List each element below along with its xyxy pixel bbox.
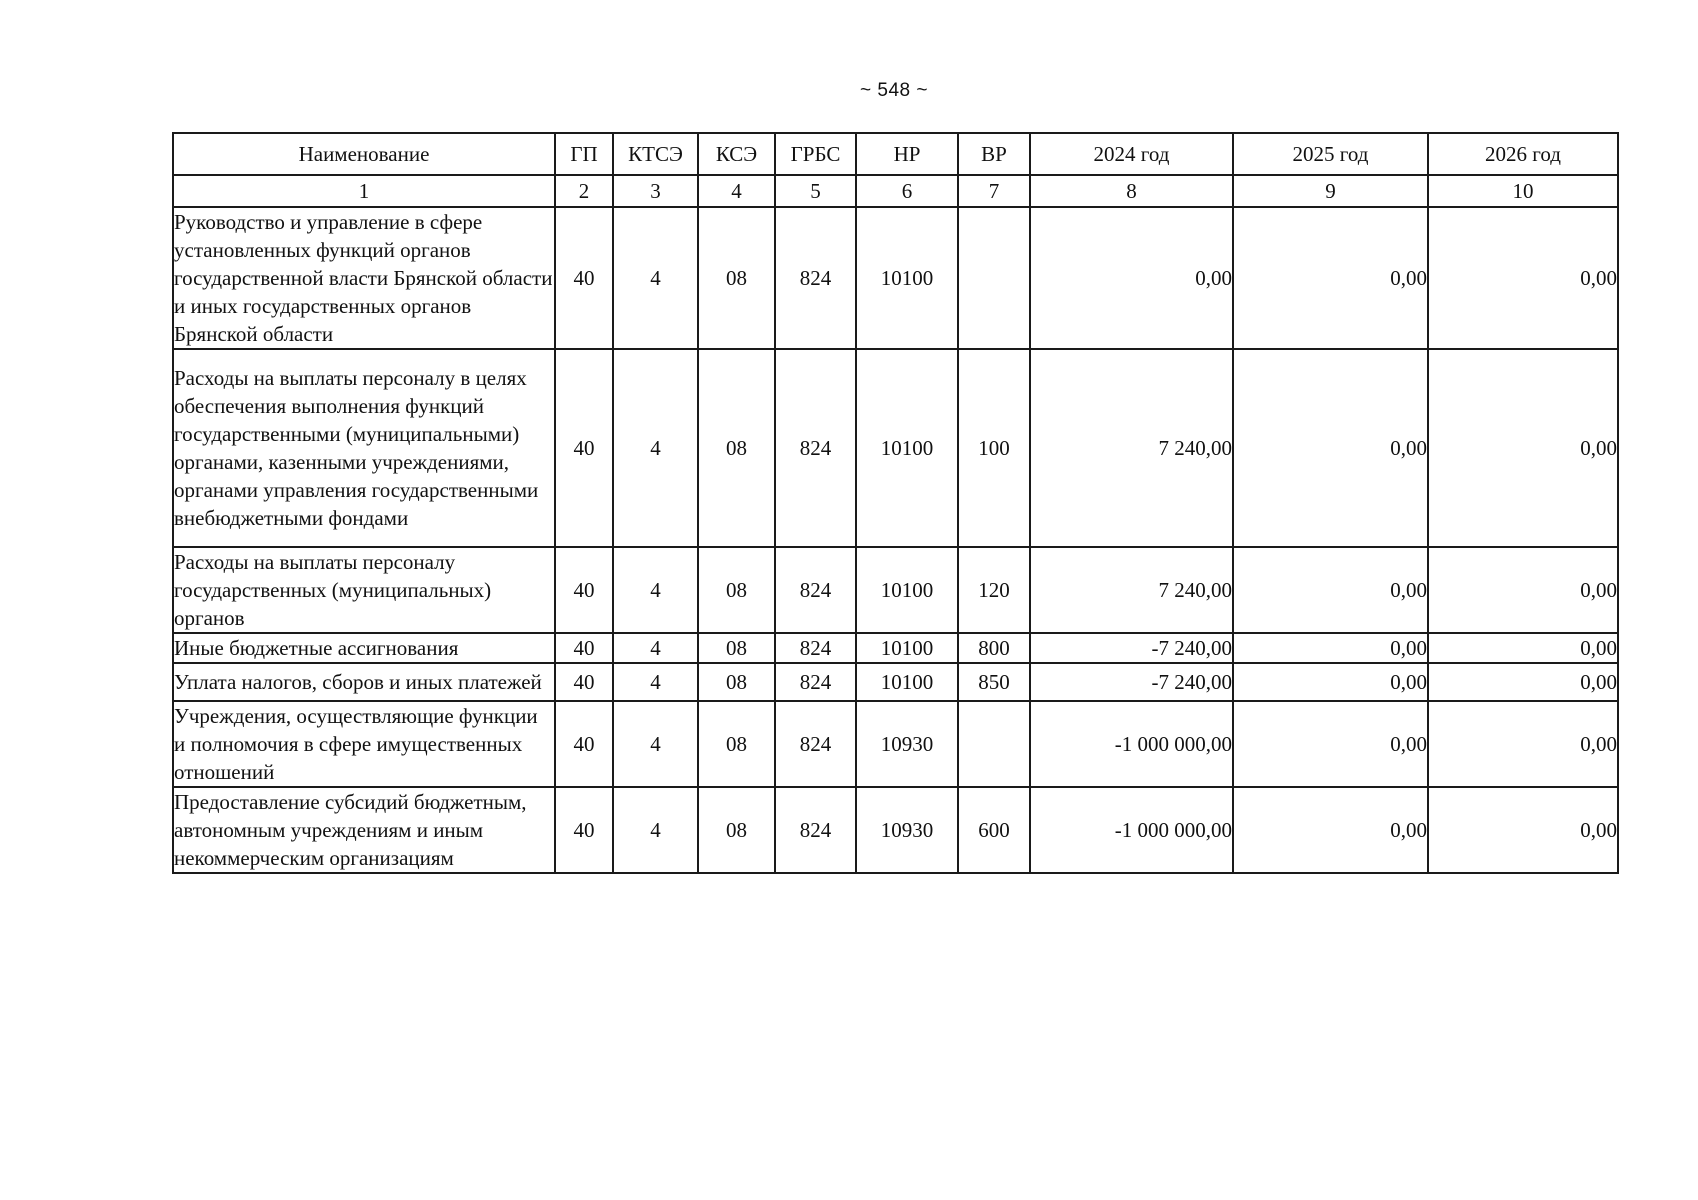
row-ktse: 4 (613, 349, 698, 547)
header-ktse: КТСЭ (613, 133, 698, 175)
row-amount-2025: 0,00 (1233, 547, 1428, 633)
row-amount-2025: 0,00 (1233, 701, 1428, 787)
row-gp: 40 (555, 349, 613, 547)
row-nr: 10100 (856, 547, 958, 633)
header-name: Наименование (173, 133, 555, 175)
budget-table (172, 132, 1619, 874)
row-amount-2024: 7 240,00 (1030, 547, 1233, 633)
table-row (173, 663, 1618, 701)
row-amount-2024: 0,00 (1030, 207, 1233, 349)
row-gp: 40 (555, 701, 613, 787)
row-kse: 08 (698, 349, 775, 547)
row-nr: 10100 (856, 663, 958, 701)
row-grbs: 824 (775, 547, 856, 633)
column-number-row (173, 175, 1618, 207)
header-grbs: ГРБС (775, 133, 856, 175)
row-name: Расходы на выплаты персоналу государственных (муниципальных) органов (173, 547, 555, 633)
table-row (173, 349, 1618, 547)
row-grbs: 824 (775, 701, 856, 787)
table-row (173, 633, 1618, 663)
row-grbs: 824 (775, 663, 856, 701)
column-number: 2 (555, 175, 613, 207)
row-gp: 40 (555, 663, 613, 701)
column-number: 5 (775, 175, 856, 207)
column-number: 3 (613, 175, 698, 207)
column-number: 10 (1428, 175, 1618, 207)
row-amount-2026: 0,00 (1428, 663, 1618, 701)
row-amount-2026: 0,00 (1428, 207, 1618, 349)
column-number: 9 (1233, 175, 1428, 207)
row-amount-2026: 0,00 (1428, 349, 1618, 547)
row-ktse: 4 (613, 787, 698, 873)
row-nr: 10100 (856, 349, 958, 547)
row-amount-2026: 0,00 (1428, 547, 1618, 633)
row-kse: 08 (698, 701, 775, 787)
table-row (173, 701, 1618, 787)
column-number: 7 (958, 175, 1030, 207)
row-kse: 08 (698, 633, 775, 663)
header-2025: 2025 год (1233, 133, 1428, 175)
row-amount-2024: -7 240,00 (1030, 663, 1233, 701)
row-kse: 08 (698, 207, 775, 349)
row-gp: 40 (555, 787, 613, 873)
header-nr: НР (856, 133, 958, 175)
row-gp: 40 (555, 547, 613, 633)
row-ktse: 4 (613, 701, 698, 787)
row-amount-2025: 0,00 (1233, 207, 1428, 349)
row-ktse: 4 (613, 547, 698, 633)
column-number: 4 (698, 175, 775, 207)
column-number: 8 (1030, 175, 1233, 207)
row-amount-2025: 0,00 (1233, 349, 1428, 547)
row-kse: 08 (698, 547, 775, 633)
table-row (173, 547, 1618, 633)
row-name: Учреждения, осуществляющие функции и полномочия в сфере имущественных отношений (173, 701, 555, 787)
row-amount-2024: -1 000 000,00 (1030, 701, 1233, 787)
row-name: Руководство и управление в сфере установленных функций органов государственной власти Брянской области и иных государственных органов Брянской области (173, 207, 555, 349)
header-2026: 2026 год (1428, 133, 1618, 175)
row-vr: 600 (958, 787, 1030, 873)
row-ktse: 4 (613, 207, 698, 349)
row-amount-2025: 0,00 (1233, 663, 1428, 701)
row-grbs: 824 (775, 207, 856, 349)
header-kse: КСЭ (698, 133, 775, 175)
row-kse: 08 (698, 787, 775, 873)
row-ktse: 4 (613, 663, 698, 701)
row-amount-2026: 0,00 (1428, 701, 1618, 787)
row-gp: 40 (555, 207, 613, 349)
row-name: Расходы на выплаты персоналу в целях обеспечения выполнения функций государственными (муниципальными) органами, казенными учреждениями, органами управления государственными внебюджетными фондами (173, 349, 555, 547)
row-vr: 800 (958, 633, 1030, 663)
table-row (173, 207, 1618, 349)
table-row (173, 787, 1618, 873)
row-nr: 10930 (856, 701, 958, 787)
row-vr: 850 (958, 663, 1030, 701)
header-row (173, 133, 1618, 175)
row-amount-2026: 0,00 (1428, 633, 1618, 663)
row-kse: 08 (698, 663, 775, 701)
row-amount-2024: -1 000 000,00 (1030, 787, 1233, 873)
row-amount-2025: 0,00 (1233, 787, 1428, 873)
row-nr: 10100 (856, 633, 958, 663)
row-grbs: 824 (775, 349, 856, 547)
row-grbs: 824 (775, 787, 856, 873)
row-vr (958, 701, 1030, 787)
row-vr: 120 (958, 547, 1030, 633)
header-2024: 2024 год (1030, 133, 1233, 175)
row-amount-2024: -7 240,00 (1030, 633, 1233, 663)
row-name: Уплата налогов, сборов и иных платежей (173, 663, 555, 701)
row-gp: 40 (555, 633, 613, 663)
row-ktse: 4 (613, 633, 698, 663)
row-name: Иные бюджетные ассигнования (173, 633, 555, 663)
header-vr: ВР (958, 133, 1030, 175)
column-number: 6 (856, 175, 958, 207)
row-name: Предоставление субсидий бюджетным, автономным учреждениям и иным некоммерческим организациям (173, 787, 555, 873)
row-nr: 10100 (856, 207, 958, 349)
row-grbs: 824 (775, 633, 856, 663)
row-amount-2025: 0,00 (1233, 633, 1428, 663)
column-number: 1 (173, 175, 555, 207)
page-number: ~ 548 ~ (860, 80, 928, 101)
row-vr: 100 (958, 349, 1030, 547)
row-vr (958, 207, 1030, 349)
header-gp: ГП (555, 133, 613, 175)
row-amount-2026: 0,00 (1428, 787, 1618, 873)
row-amount-2024: 7 240,00 (1030, 349, 1233, 547)
row-nr: 10930 (856, 787, 958, 873)
